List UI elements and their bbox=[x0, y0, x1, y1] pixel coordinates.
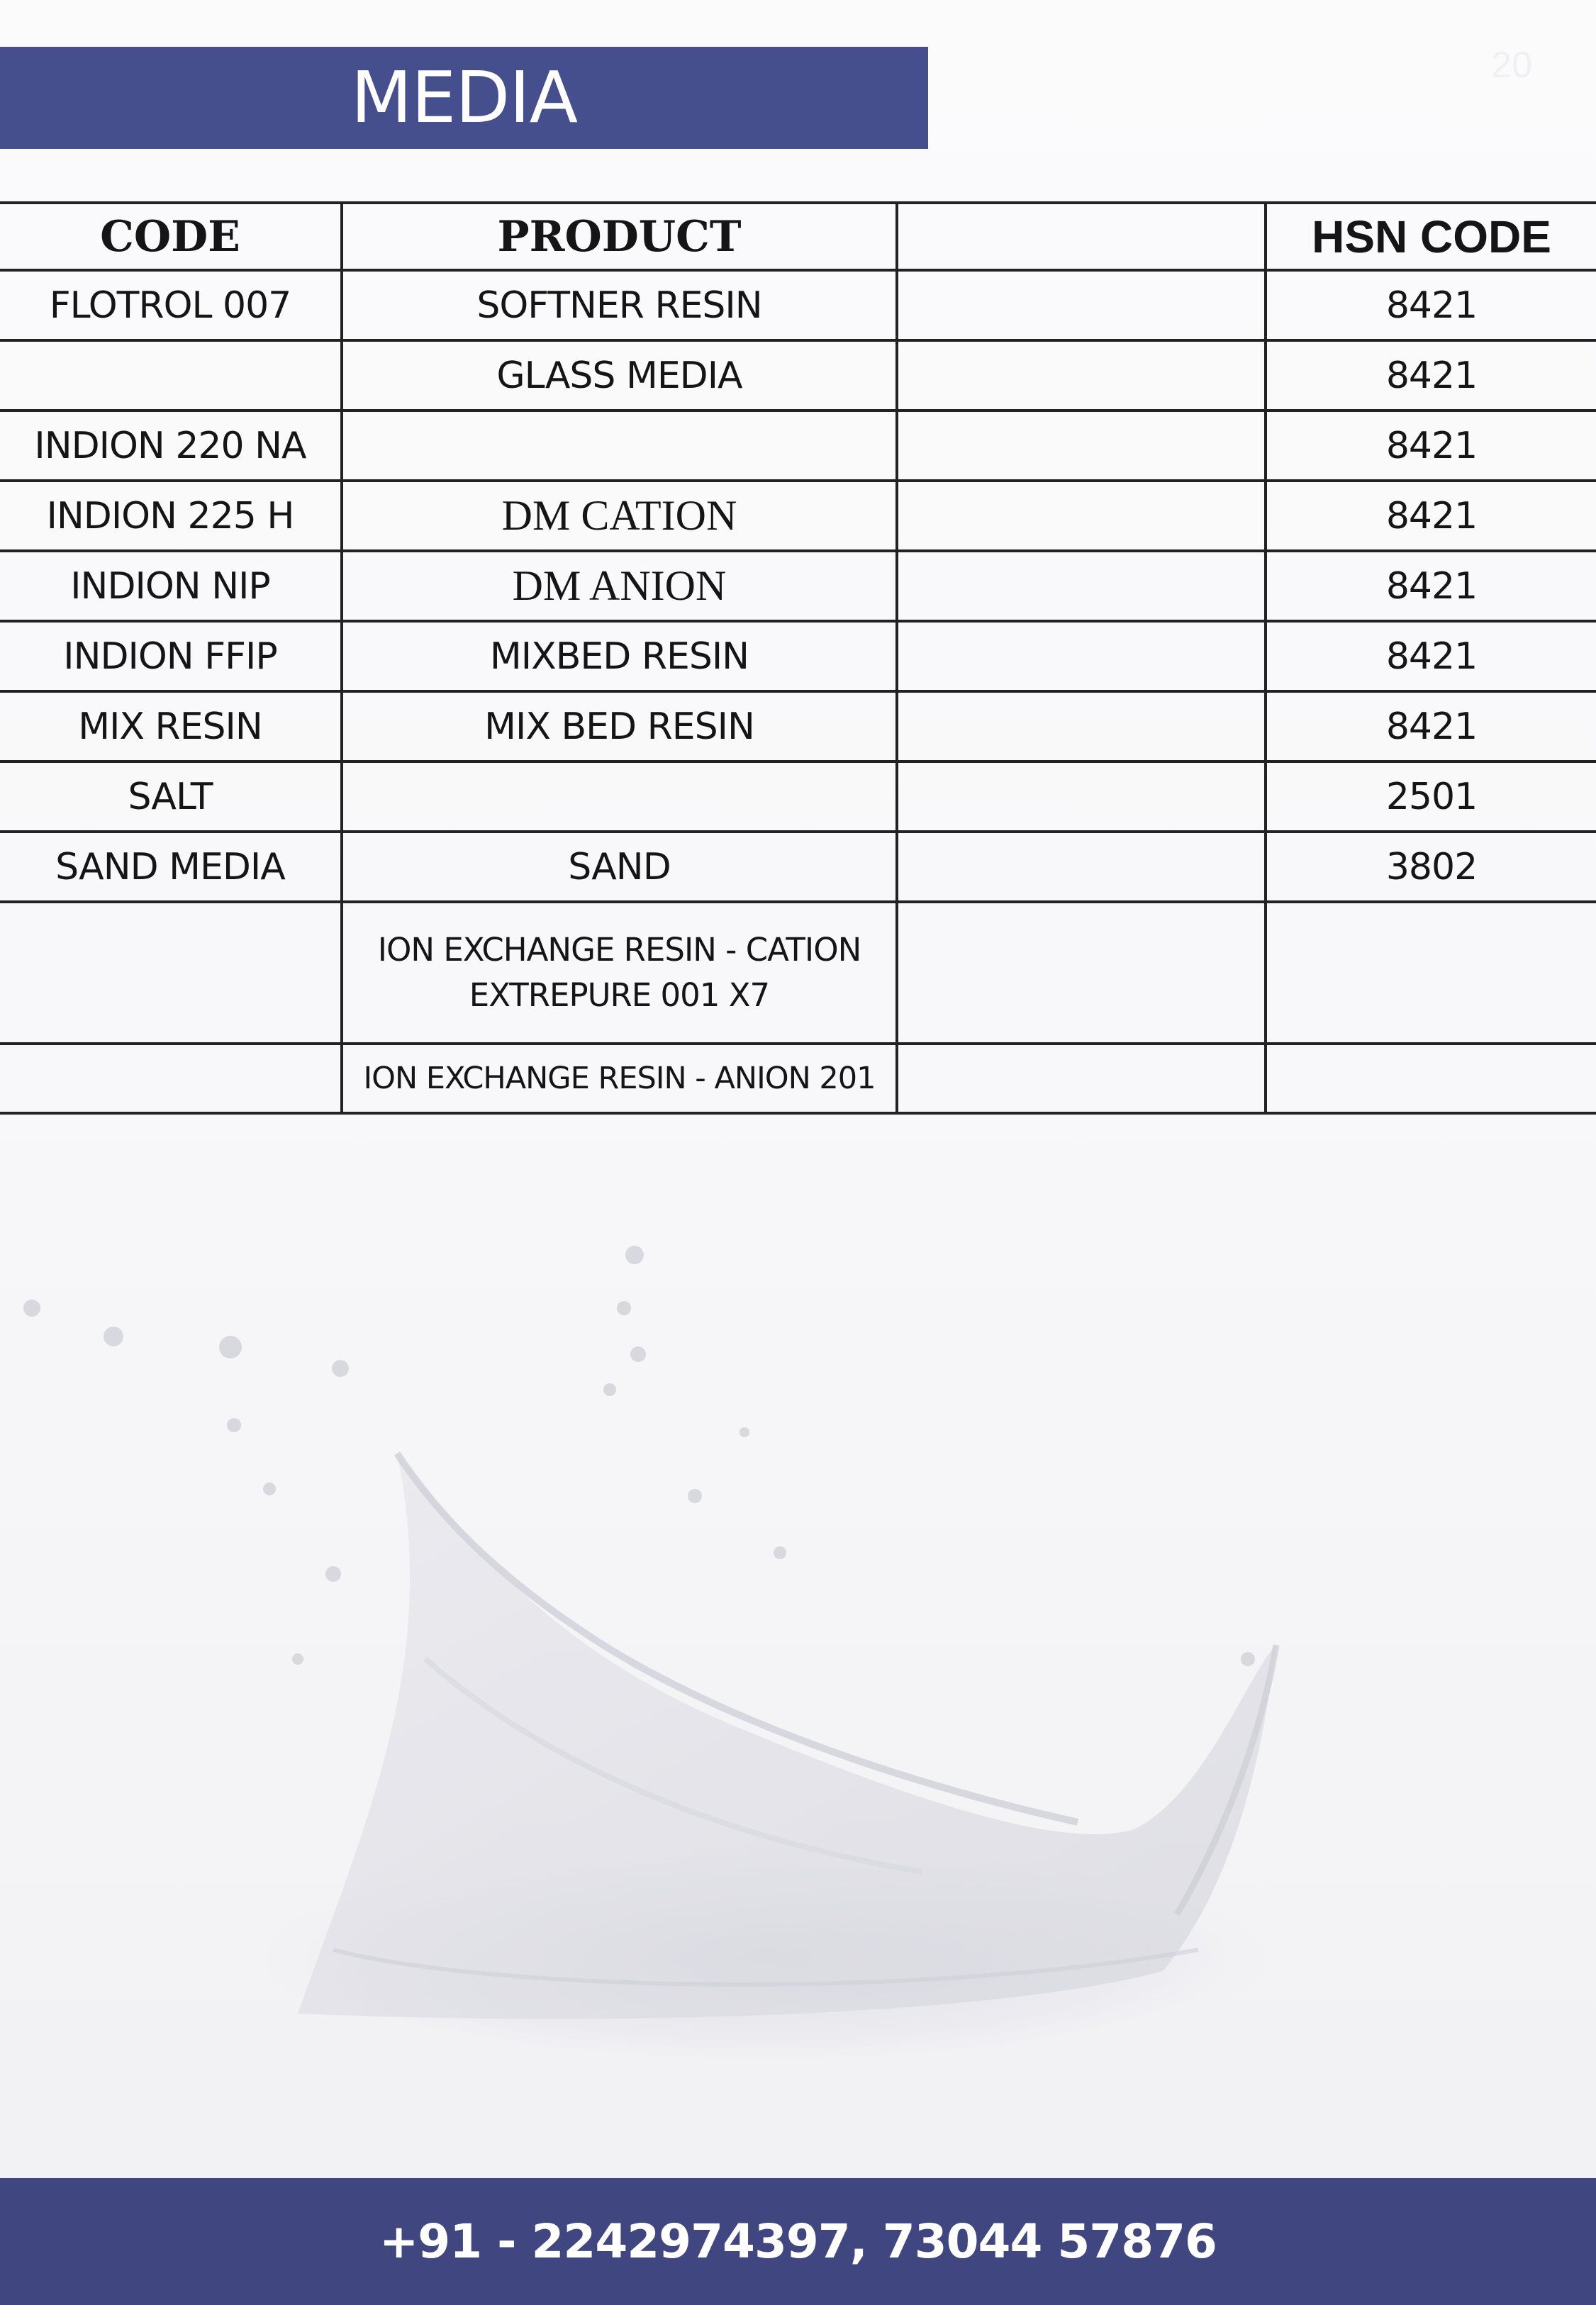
blank-cell bbox=[897, 340, 1266, 411]
hsn-cell: 8421 bbox=[1266, 551, 1596, 621]
hsn-cell bbox=[1266, 1044, 1596, 1113]
blank-cell bbox=[897, 481, 1266, 551]
blank-cell bbox=[897, 270, 1266, 340]
media-table-container bbox=[0, 201, 1596, 1119]
hsn-cell: 8421 bbox=[1266, 691, 1596, 761]
product-cell bbox=[342, 902, 897, 1044]
blank-cell bbox=[897, 902, 1266, 1044]
blank-cell bbox=[897, 1044, 1266, 1113]
product-line-2: EXTREPURE 001 X7 bbox=[469, 976, 770, 1014]
code-cell: INDION 220 NA bbox=[0, 411, 342, 481]
code-cell bbox=[0, 340, 342, 411]
code-cell: FLOTROL 007 bbox=[0, 270, 342, 340]
code-cell: SAND MEDIA bbox=[0, 832, 342, 902]
code-cell: INDION NIP bbox=[0, 551, 342, 621]
product-cell: DM CATION bbox=[342, 481, 897, 551]
table-row bbox=[0, 832, 1596, 902]
table-row bbox=[0, 621, 1596, 691]
product-cell: DM ANION bbox=[342, 551, 897, 621]
blank-cell bbox=[897, 551, 1266, 621]
product-cell: GLASS MEDIA bbox=[342, 340, 897, 411]
code-cell: INDION 225 H bbox=[0, 481, 342, 551]
hsn-cell: 8421 bbox=[1266, 481, 1596, 551]
product-cell bbox=[342, 761, 897, 832]
code-cell: SALT bbox=[0, 761, 342, 832]
blank-cell bbox=[897, 411, 1266, 481]
code-cell: INDION FFIP bbox=[0, 621, 342, 691]
blank-cell bbox=[897, 621, 1266, 691]
hsn-cell: 8421 bbox=[1266, 340, 1596, 411]
hsn-cell: 8421 bbox=[1266, 411, 1596, 481]
code-cell bbox=[0, 902, 342, 1044]
table-row bbox=[0, 902, 1596, 1044]
table-row bbox=[0, 761, 1596, 832]
table-row bbox=[0, 270, 1596, 340]
product-cell: SOFTNER RESIN bbox=[342, 270, 897, 340]
product-cell: MIX BED RESIN bbox=[342, 691, 897, 761]
hsn-cell: 2501 bbox=[1266, 761, 1596, 832]
table-row bbox=[0, 691, 1596, 761]
code-cell bbox=[0, 1044, 342, 1113]
code-cell: MIX RESIN bbox=[0, 691, 342, 761]
water-splash-illustration bbox=[0, 1120, 1596, 2177]
product-cell: ION EXCHANGE RESIN - ANION 201 bbox=[342, 1044, 897, 1113]
blank-cell bbox=[897, 832, 1266, 902]
product-cell bbox=[342, 411, 897, 481]
product-line-1: ION EXCHANGE RESIN - CATION bbox=[377, 931, 861, 969]
column-header-blank bbox=[897, 203, 1266, 270]
hsn-cell: 3802 bbox=[1266, 832, 1596, 902]
column-header-hsn-code: HSN CODE bbox=[1266, 203, 1596, 270]
column-header-code: CODE bbox=[0, 203, 342, 270]
contact-phone: +91 - 2242974397, 73044 57876 bbox=[379, 2214, 1217, 2269]
media-table bbox=[0, 201, 1596, 1115]
table-header-row bbox=[0, 203, 1596, 270]
hsn-cell: 8421 bbox=[1266, 621, 1596, 691]
product-cell: MIXBED RESIN bbox=[342, 621, 897, 691]
table-row bbox=[0, 481, 1596, 551]
page-title: MEDIA bbox=[350, 56, 578, 139]
product-cell: SAND bbox=[342, 832, 897, 902]
table-row bbox=[0, 340, 1596, 411]
blank-cell bbox=[897, 761, 1266, 832]
blank-cell bbox=[897, 691, 1266, 761]
table-row bbox=[0, 1044, 1596, 1113]
page-number: 20 bbox=[1491, 45, 1532, 86]
hsn-cell: 8421 bbox=[1266, 270, 1596, 340]
table-row bbox=[0, 411, 1596, 481]
column-header-product: PRODUCT bbox=[342, 203, 897, 270]
hsn-cell bbox=[1266, 902, 1596, 1044]
table-row bbox=[0, 551, 1596, 621]
